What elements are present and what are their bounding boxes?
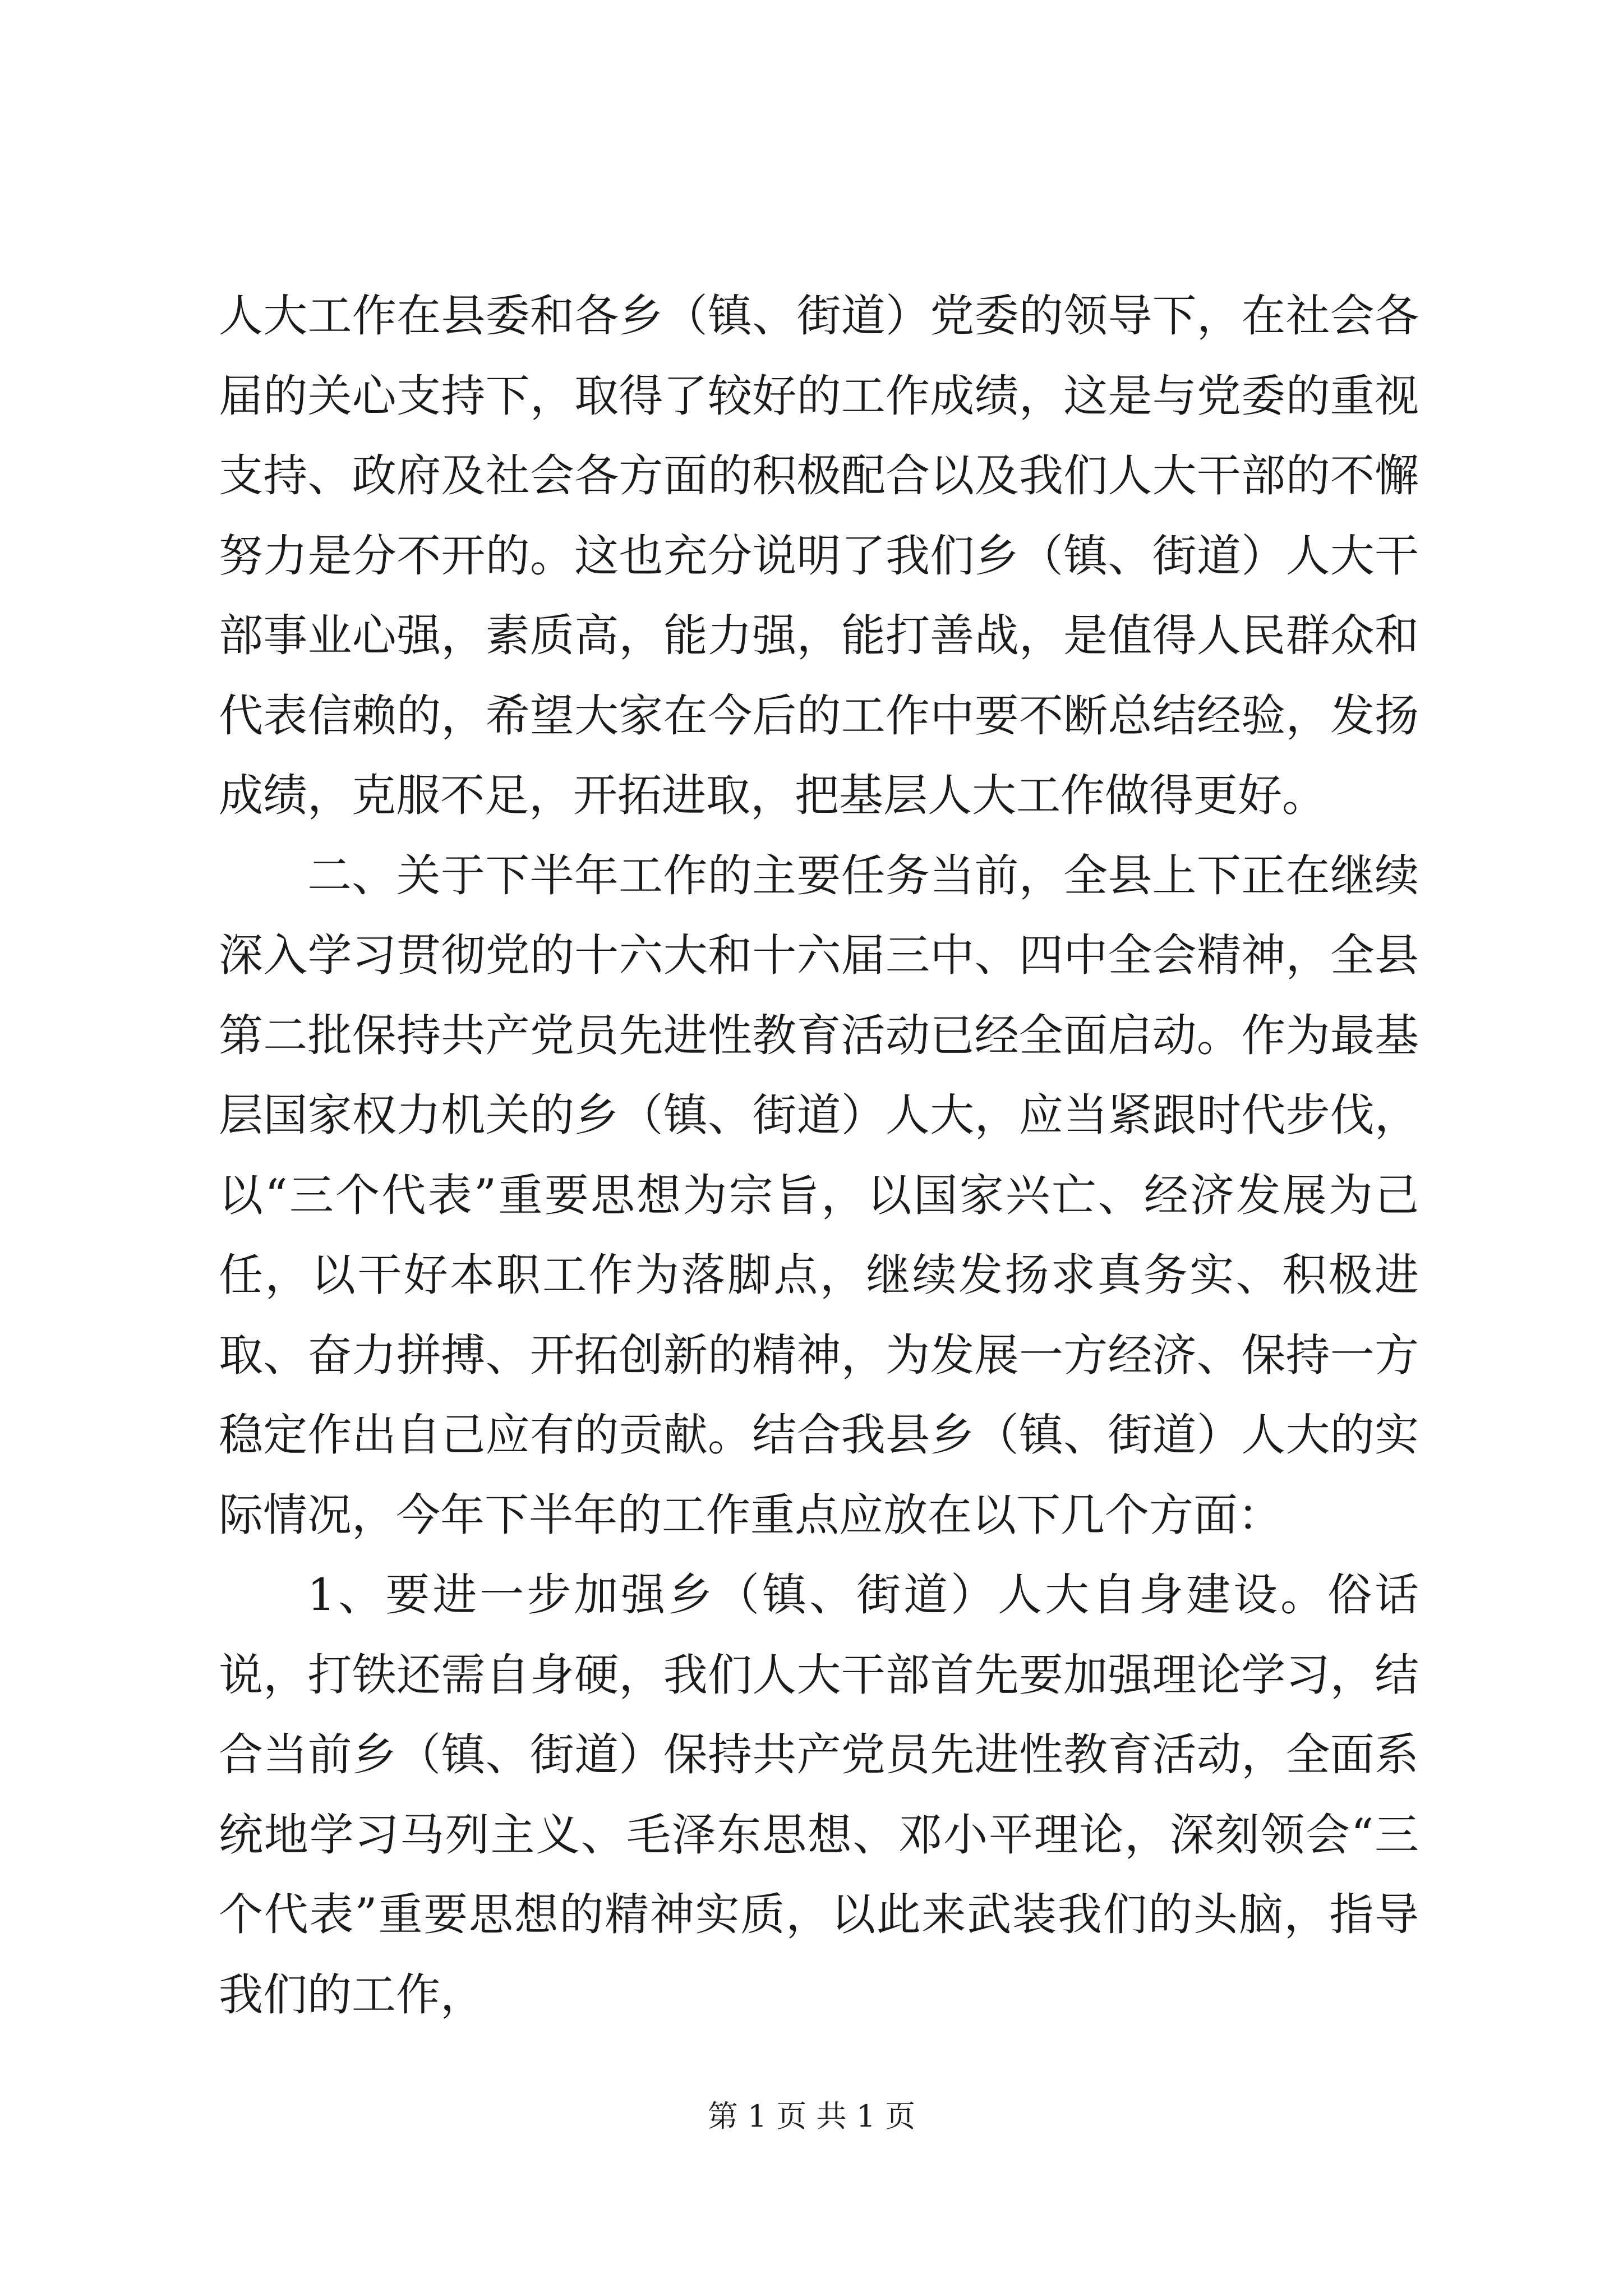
paragraph-3: 1、要进一步加强乡（镇、街道）人大自身建设。俗话说，打铁还需自身硬，我们人大干部首先要加强理论学习，结合当前乡（镇、街道）保持共产党员先进性教育活动，全面系统地学习马列主义、毛泽东思想、邓小平理论，深刻领会“三个代表”重要思想的精神实质，以此来武装我们的头脑，指导我们的工作， [219, 1569, 1419, 2021]
paragraph-1: 人大工作在县委和各乡（镇、街道）党委的领导下，在社会各届的关心支持下，取得了较好的工作成绩，这是与党委的重视支持、政府及社会各方面的积极配合以及我们人大干部的不懈努力是分不开的。这也充分说明了我们乡（镇、街道）人大干部事业心强，素质高，能力强，能打善战，是值得人民群众和代表信赖的，希望大家在今后的工作中要不断总结经验，发扬成绩，克服不足，开拓进取，把基层人大工作做得更好。 [219, 290, 1419, 821]
paragraph-2: 二、关于下半年工作的主要任务当前，全县上下正在继续深入学习贯彻党的十六大和十六届三中、四中全会精神，全县第二批保持共产党员先进性教育活动已经全面启动。作为最基层国家权力机关的乡（镇、街道）人大，应当紧跟时代步伐，以“三个代表”重要思想为宗旨，以国家兴亡、经济发展为己任，以干好本职工作为落脚点，继续发扬求真务实、积极进取、奋力拼搏、开拓创新的精神，为发展一方经济、保持一方稳定作出自己应有的贡献。结合我县乡（镇、街道）人大的实际情况，今年下半年的工作重点应放在以下几个方面： [219, 849, 1419, 1541]
page-footer: 第 1 页 共 1 页 [707, 2099, 916, 2134]
document-body [219, 276, 1419, 2035]
